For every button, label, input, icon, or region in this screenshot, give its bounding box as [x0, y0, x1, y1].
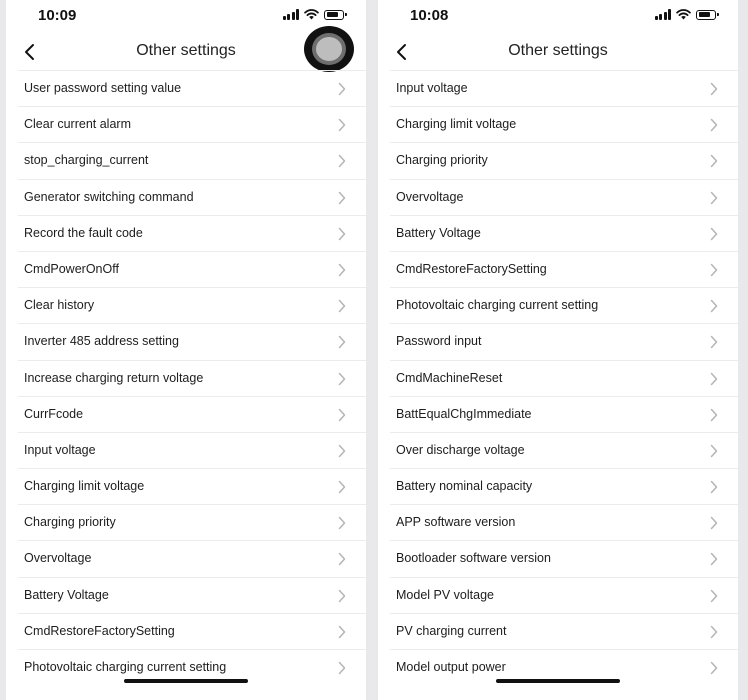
list-item[interactable] — [390, 251, 738, 287]
page-title: Other settings — [508, 42, 608, 59]
list-item[interactable] — [18, 540, 366, 576]
chevron-right-icon — [710, 372, 718, 386]
list-item-label: Model output power — [396, 660, 506, 674]
left-phone-screen — [6, 0, 366, 700]
list-item-label: CurrFcode — [24, 406, 84, 421]
list-item[interactable] — [390, 323, 738, 359]
chevron-right-icon — [338, 552, 346, 566]
list-item[interactable] — [18, 396, 366, 432]
chevron-right-icon — [338, 408, 346, 422]
list-item-label: Charging limit voltage — [24, 479, 145, 494]
list-item-label: BattEqualChgImmediate — [396, 406, 532, 421]
chevron-right-icon — [338, 372, 346, 386]
status-bar — [6, 0, 366, 32]
list-item-label: Clear history — [24, 298, 95, 313]
list-item[interactable] — [390, 287, 738, 323]
chevron-right-icon — [710, 480, 718, 494]
chevron-right-icon — [710, 625, 718, 639]
chevron-right-icon — [710, 191, 718, 205]
assistive-touch-icon[interactable] — [304, 26, 354, 72]
status-icons — [283, 9, 345, 20]
chevron-right-icon — [710, 263, 718, 277]
list-item-label: Overvoltage — [24, 551, 92, 566]
list-item[interactable] — [390, 70, 738, 106]
list-item-label: Charging priority — [396, 153, 488, 168]
list-item[interactable] — [18, 251, 366, 287]
status-time: 10:08 — [410, 7, 449, 24]
list-item-label: Battery Voltage — [24, 587, 109, 602]
chevron-right-icon — [338, 118, 346, 132]
list-item-label: CmdPowerOnOff — [24, 261, 119, 276]
list-item-label: CmdMachineReset — [396, 370, 503, 385]
list-item-label: User password setting value — [24, 81, 182, 95]
list-item[interactable] — [18, 432, 366, 468]
list-item[interactable] — [18, 360, 366, 396]
chevron-right-icon — [338, 154, 346, 168]
list-item-label: Over discharge voltage — [396, 442, 525, 457]
wifi-icon — [304, 9, 319, 20]
chevron-right-icon — [338, 82, 346, 96]
list-item-label: Battery nominal capacity — [396, 479, 533, 494]
list-item[interactable] — [390, 577, 738, 613]
list-item-label: Photovoltaic charging current setting — [396, 298, 599, 313]
list-item[interactable] — [18, 142, 366, 178]
chevron-right-icon — [338, 444, 346, 458]
chevron-right-icon — [710, 154, 718, 168]
chevron-right-icon — [710, 661, 718, 675]
chevron-right-icon — [710, 227, 718, 241]
list-item-label: Increase charging return voltage — [24, 370, 204, 385]
settings-list — [378, 70, 738, 685]
list-item[interactable] — [18, 215, 366, 251]
cellular-signal-icon — [283, 9, 300, 20]
list-item[interactable] — [390, 540, 738, 576]
list-item-label: stop_charging_current — [24, 153, 149, 168]
list-item[interactable] — [390, 215, 738, 251]
list-item-label: Photovoltaic charging current setting — [24, 660, 227, 674]
chevron-right-icon — [338, 263, 346, 277]
list-item-label: Generator switching command — [24, 189, 194, 204]
list-item[interactable] — [18, 577, 366, 613]
nav-bar — [378, 34, 738, 70]
list-item[interactable] — [390, 432, 738, 468]
list-item[interactable] — [390, 179, 738, 215]
chevron-right-icon — [338, 227, 346, 241]
list-item-label: Input voltage — [396, 81, 468, 95]
chevron-right-icon — [338, 191, 346, 205]
list-item[interactable] — [18, 613, 366, 649]
list-item[interactable] — [18, 179, 366, 215]
home-indicator — [496, 679, 620, 683]
wifi-icon — [676, 9, 691, 20]
list-item-label: Record the fault code — [24, 225, 143, 240]
chevron-right-icon — [710, 444, 718, 458]
chevron-right-icon — [710, 299, 718, 313]
list-item[interactable] — [18, 70, 366, 106]
chevron-right-icon — [710, 335, 718, 349]
list-item-label: Password input — [396, 334, 482, 349]
chevron-right-icon — [710, 118, 718, 132]
list-item-label: APP software version — [396, 515, 516, 530]
settings-list — [6, 70, 366, 685]
battery-icon — [696, 10, 716, 20]
chevron-right-icon — [710, 82, 718, 96]
list-item[interactable] — [390, 360, 738, 396]
list-item[interactable] — [390, 106, 738, 142]
chevron-right-icon — [710, 408, 718, 422]
list-item[interactable] — [18, 468, 366, 504]
list-item-label: CmdRestoreFactorySetting — [396, 261, 547, 276]
list-item-label: Charging priority — [24, 515, 116, 530]
list-item[interactable] — [390, 396, 738, 432]
status-bar — [378, 0, 738, 32]
list-item[interactable] — [390, 613, 738, 649]
right-phone-screen — [378, 0, 738, 700]
list-item-label: Charging limit voltage — [396, 117, 517, 132]
chevron-right-icon — [338, 480, 346, 494]
list-item[interactable] — [390, 468, 738, 504]
home-indicator — [124, 679, 248, 683]
chevron-right-icon — [338, 516, 346, 530]
list-item-label: Inverter 485 address setting — [24, 334, 179, 349]
list-item-label: CmdRestoreFactorySetting — [24, 623, 175, 638]
cellular-signal-icon — [655, 9, 672, 20]
chevron-right-icon — [710, 552, 718, 566]
chevron-right-icon — [338, 335, 346, 349]
list-item[interactable] — [18, 323, 366, 359]
list-item-label: Battery Voltage — [396, 225, 481, 240]
list-item-label: Bootloader software version — [396, 551, 551, 566]
chevron-right-icon — [338, 625, 346, 639]
battery-icon — [324, 10, 344, 20]
list-item-label: Model PV voltage — [396, 587, 494, 602]
list-item-label: PV charging current — [396, 623, 507, 638]
status-icons — [655, 9, 717, 20]
list-item[interactable] — [18, 504, 366, 540]
chevron-right-icon — [710, 516, 718, 530]
status-time: 10:09 — [38, 7, 77, 24]
page-title: Other settings — [136, 42, 236, 59]
chevron-right-icon — [338, 589, 346, 603]
list-item[interactable] — [390, 142, 738, 178]
list-item[interactable] — [18, 287, 366, 323]
chevron-right-icon — [338, 661, 346, 675]
list-item-label: Overvoltage — [396, 189, 464, 204]
chevron-right-icon — [710, 589, 718, 603]
list-item[interactable] — [390, 504, 738, 540]
list-item[interactable] — [18, 106, 366, 142]
chevron-right-icon — [338, 299, 346, 313]
list-item-label: Clear current alarm — [24, 117, 131, 132]
list-item-label: Input voltage — [24, 442, 96, 457]
